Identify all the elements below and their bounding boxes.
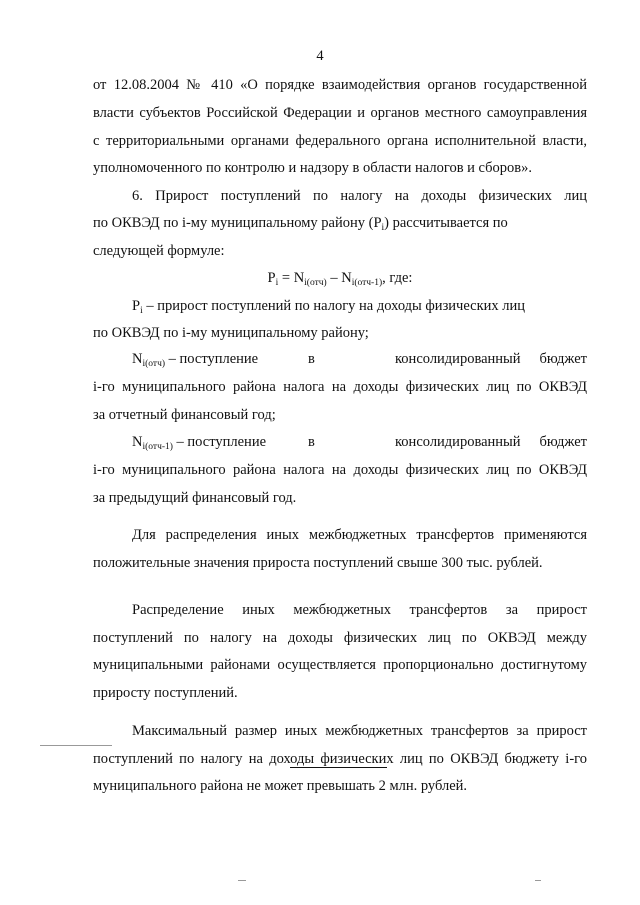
para-c-line-3: муниципального района не может превышать 2 млн. рублей. xyxy=(93,778,468,794)
p6-line-2 xyxy=(93,214,587,232)
def-n1-sub: i(отч) xyxy=(142,359,166,369)
def-n2-text-b: в xyxy=(308,434,315,450)
para-b-line-4: приросту поступлений. xyxy=(93,685,238,701)
formula-p-sub: i xyxy=(275,278,279,288)
intro-line-1: от 12.08.2004 № 410 «О порядке взаимодействия органов государственной xyxy=(93,77,587,93)
closing-rule xyxy=(290,767,387,768)
para-c-line-1: Максимальный размер иных межбюджетных трансфертов за прирост xyxy=(132,723,587,739)
para-a-line-1: Для распределения иных межбюджетных трансфертов применяются xyxy=(132,527,587,543)
p6-line-2-end: ) рассчитывается по xyxy=(384,215,508,231)
def-p-sub: i xyxy=(140,306,143,316)
p6-line-1: 6. Прирост поступлений по налогу на доходы физических лиц xyxy=(132,188,587,204)
para-b-line-1: Распределение иных межбюджетных трансфертов за прирост xyxy=(132,602,587,618)
def-n2-line-2: i-го муниципального района налога на доходы физических лиц по ОКВЭД xyxy=(93,462,587,478)
def-p-symbol: P xyxy=(132,298,141,314)
def-n1-text-c: консолидированный xyxy=(395,351,521,367)
formula-p: P xyxy=(267,270,276,286)
formula-n1-sub: i(отч) xyxy=(304,278,327,288)
formula-eq: = N xyxy=(278,270,305,286)
def-n2-text-d: бюджет xyxy=(539,434,587,450)
def-n1-text-b: в xyxy=(308,351,315,367)
intro-line-4: уполномоченного по контролю и надзору в области налогов и сборов». xyxy=(93,160,533,176)
def-n1-line-2: i-го муниципального района налога на доходы физических лиц по ОКВЭД xyxy=(93,379,587,395)
def-n1-text-a: – поступление xyxy=(165,351,259,367)
para-a-line-2: положительные значения прироста поступлений свыше 300 тыс. рублей. xyxy=(93,555,543,571)
def-p-line-1 xyxy=(132,297,587,315)
def-n2-text-c: консолидированный xyxy=(395,434,521,450)
p6-line-2-text: по ОКВЭД по i-му муниципальному району (P xyxy=(93,215,382,231)
def-n2-text-a: – поступление xyxy=(172,434,267,450)
para-c-line-2: поступлений по налогу на доходы физических лиц по ОКВЭД бюджету i-го xyxy=(93,751,587,767)
def-n1-symbol: N xyxy=(132,351,143,367)
formula-n2-sub: i(отч-1) xyxy=(351,278,383,288)
def-p-text: – прирост поступлений по налогу на доходы физических лиц xyxy=(142,298,526,314)
p6-line-2-sub: i xyxy=(381,223,385,233)
formula-minus: – N xyxy=(326,270,352,286)
p6-line-3: следующей формуле: xyxy=(93,243,225,259)
def-n1-head xyxy=(132,350,258,368)
intro-line-3: с территориальными органами федерального органа исполнительной власти, xyxy=(93,133,587,149)
def-n2-head xyxy=(132,433,266,451)
para-b-line-2: поступлений по налогу на доходы физических лиц по ОКВЭД между xyxy=(93,630,587,646)
formula-tail: , где: xyxy=(382,270,413,286)
para-b-line-3: муниципальными районами осуществляется пропорционально достигнутому xyxy=(93,657,587,673)
scan-speck xyxy=(535,880,541,881)
scan-speck xyxy=(40,745,112,746)
page-number: 4 xyxy=(316,48,324,64)
intro-line-2: власти субъектов Российской Федерации и органов местного самоуправления xyxy=(93,105,587,121)
formula xyxy=(93,269,587,287)
def-n1-line-3: за отчетный финансовый год; xyxy=(93,407,276,423)
def-p-line-2: по ОКВЭД по i-му муниципальному району; xyxy=(93,325,369,341)
def-n2-line-3: за предыдущий финансовый год. xyxy=(93,490,297,506)
scan-speck xyxy=(238,880,246,881)
def-n1-text-d: бюджет xyxy=(539,351,587,367)
def-n2-symbol: N xyxy=(132,434,143,450)
def-n2-sub: i(отч-1) xyxy=(142,442,173,452)
